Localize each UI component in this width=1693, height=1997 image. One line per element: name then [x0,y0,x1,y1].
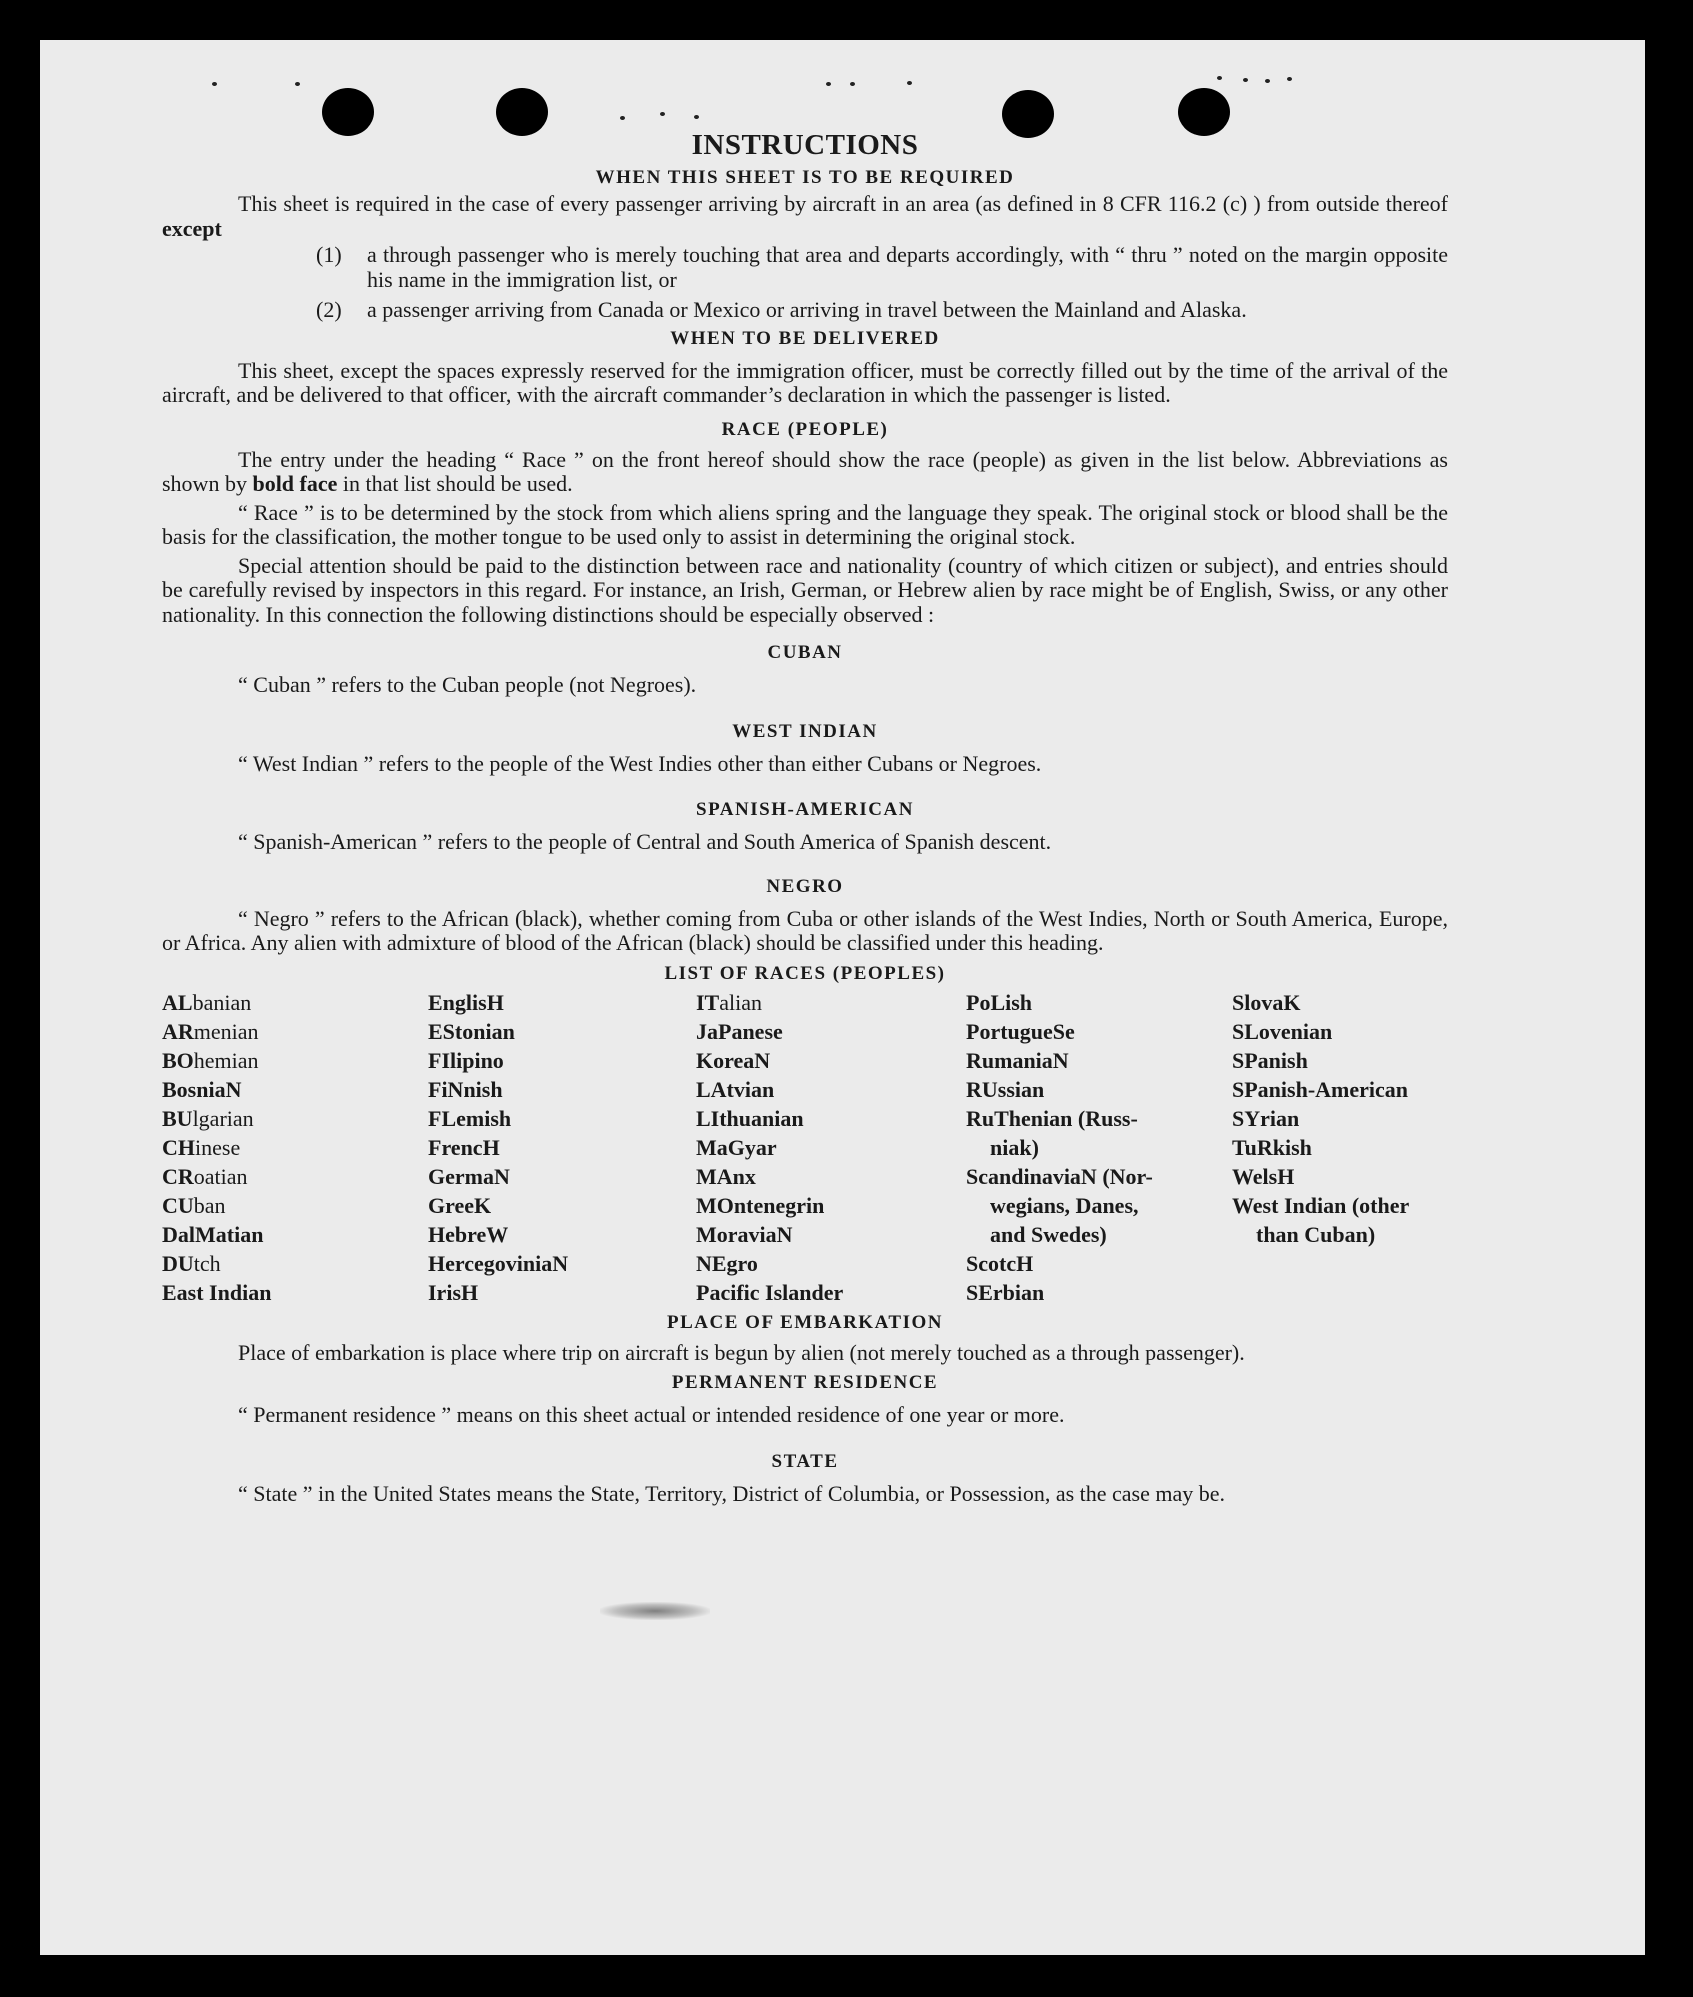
race-entry: DalMatian [162,1221,264,1247]
heading-cuban: CUBAN [767,642,843,663]
races-column [966,988,1232,1307]
speck [826,82,831,86]
race-entry: RumaniaN [966,1047,1069,1073]
race-entry: HercegoviniaN [428,1250,569,1276]
speck [907,81,912,85]
race-entry: MaGyar [696,1134,777,1160]
races-column [162,988,428,1307]
speck [694,115,699,119]
race-entry: BOhemian [162,1047,259,1073]
race-entry: RUssian [966,1076,1045,1102]
races-column [428,988,696,1307]
negro-text: “ Negro ” refers to the African (black), whether coming from Cuba or other islands of the West Indies, North or South America, Europe, or Africa. Any alien with admixture of blood of the African (black) should be classified under this heading. [162,905,1448,955]
race-entry: wegians, Danes, [990,1192,1139,1218]
speck [1217,76,1222,80]
spanish-american-text: “ Spanish-American ” refers to the people of Central and South America of Spanish descent. [238,829,1052,854]
race-paragraph-3: Special attention should be paid to the distinction between race and nationality (country of which citizen or subject), and entries should be carefully revised by inspectors in this regard. For instance, an Irish, German, or Hebrew alien by race might be of English, Swiss, or any other nationality. In this connection the following distinctions should be especially observed : [162,552,1448,627]
races-list [162,988,1448,1307]
west-indian-text: “ West Indian ” refers to the people of the West Indies other than either Cubans or Negroes. [238,750,1042,776]
race-entry: ScotcH [966,1250,1034,1276]
race-entry: SPanish-American [1232,1076,1408,1102]
race-entry: and Swedes) [990,1221,1107,1247]
race-paragraph-1: The entry under the heading “ Race ” on the front hereof should show the race (people) as given in the list below. Abbreviations as shown by bold face in that list should be used. [162,446,1448,496]
race-entry: BUlgarian [162,1105,254,1131]
races-column [696,988,966,1307]
race-entry: SErbian [966,1279,1045,1305]
heading-west-indian: WEST INDIAN [732,720,878,742]
heading-list-of-races: LIST OF RACES (PEOPLES) [664,962,946,984]
heading-residence: PERMANENT RESIDENCE [671,1372,939,1393]
when-required-text: This sheet is required in the case of every passenger arriving by aircraft in an area (as defined in 8 CFR 116.2 (c) ) from outside thereof except [162,191,1448,241]
list-item: (2) a passenger arriving from Canada or Mexico or arriving in travel between the Mainland and Alaska. [316,297,1247,322]
race-entry: PoLish [966,989,1033,1015]
embarkation-text: Place of embarkation is place where trip on aircraft is begun by alien (not merely touched as a through passenger). [238,1339,1245,1365]
residence-text: “ Permanent residence ” means on this sheet actual or intended residence of one year or more. [238,1402,1065,1427]
speck [212,82,217,86]
race-entry: FLemish [428,1105,512,1131]
speck [1287,77,1292,81]
race-entry: GreeK [428,1192,492,1218]
race-entry: BosniaN [162,1076,242,1102]
race-entry: DUtch [162,1250,221,1276]
race-entry: SYrian [1232,1105,1300,1131]
race-entry: CUban [162,1192,226,1218]
speck [850,82,855,86]
race-entry: EStonian [428,1018,515,1044]
race-entry: East Indian [162,1279,272,1305]
race-entry: MOntenegrin [696,1192,825,1218]
speck [295,82,300,86]
race-entry: Pacific Islander [696,1279,844,1305]
speck [1265,79,1270,83]
race-entry: FiNnish [428,1076,503,1102]
race-entry: SLovenian [1232,1018,1333,1044]
race-entry: RuThenian (Russ- [966,1105,1138,1131]
race-entry: EnglisH [428,989,504,1015]
speck [620,116,625,120]
race-entry: IrisH [428,1279,479,1305]
race-entry: FrencH [428,1134,500,1160]
ink-smudge [600,1602,710,1620]
document-title: INSTRUCTIONS [691,129,919,161]
heading-when-required: WHEN THIS SHEET IS TO BE REQUIRED [595,167,1015,188]
heading-spanish-american: SPANISH-AMERICAN [696,799,914,820]
race-entry: MAnx [696,1163,756,1189]
race-entry: SlovaK [1232,989,1301,1015]
heading-negro: NEGRO [766,875,844,897]
race-entry: LIthuanian [696,1105,804,1131]
race-entry: JaPanese [696,1018,783,1044]
except-emphasis: except [162,215,222,241]
race-paragraph-2: “ Race ” is to be determined by the stock from which aliens spring and the language they speak. The original stock or blood shall be the basis for the classification, the mother tongue to be used only to assist in determining the original stock. [162,499,1448,549]
race-entry: CHinese [162,1134,241,1160]
heading-when-delivered: WHEN TO BE DELIVERED [670,327,940,349]
race-entry: West Indian (other [1232,1192,1410,1218]
race-entry: ITalian [696,989,763,1015]
race-entry: PortugueSe [966,1018,1075,1044]
speck [1243,78,1248,82]
list-item: (1) a through passenger who is merely touching that area and departs accordingly, with “ thru ” noted on the margin opposite his name in the immigration list, or [316,242,1448,292]
races-column [1232,988,1448,1307]
heading-embarkation: PLACE OF EMBARKATION [667,1311,943,1333]
heading-state: STATE [771,1450,839,1472]
race-entry: ScandinaviaN (Nor- [966,1163,1153,1189]
state-text: “ State ” in the United States means the State, Territory, District of Columbia, or Possession, as the case may be. [238,1480,1226,1506]
race-entry: than Cuban) [1256,1221,1376,1247]
race-entry: WelsH [1232,1163,1295,1189]
speck [660,112,665,116]
cuban-text: “ Cuban ” refers to the Cuban people (not Negroes). [238,672,697,697]
race-entry: ARmenian [162,1018,259,1044]
race-entry: niak) [990,1134,1039,1160]
when-delivered-text: This sheet, except the spaces expressly reserved for the immigration officer, must be correctly filled out by the time of the arrival of the aircraft, and be delivered to that officer, with the aircraft commander’s declaration in which the passenger is listed. [162,357,1448,407]
race-entry: HebreW [428,1221,509,1247]
race-entry: GermaN [428,1163,510,1189]
race-entry: ALbanian [162,989,252,1015]
race-entry: FIlipino [428,1047,504,1073]
race-entry: TuRkish [1232,1134,1312,1160]
race-entry: LAtvian [696,1076,775,1102]
race-entry: MoraviaN [696,1221,793,1247]
race-entry: KoreaN [696,1047,771,1073]
heading-race: RACE (PEOPLE) [721,418,889,440]
race-entry: SPanish [1232,1047,1308,1073]
race-entry: NEgro [696,1250,758,1276]
instructions-body [162,128,1448,1506]
race-entry: CRoatian [162,1163,248,1189]
